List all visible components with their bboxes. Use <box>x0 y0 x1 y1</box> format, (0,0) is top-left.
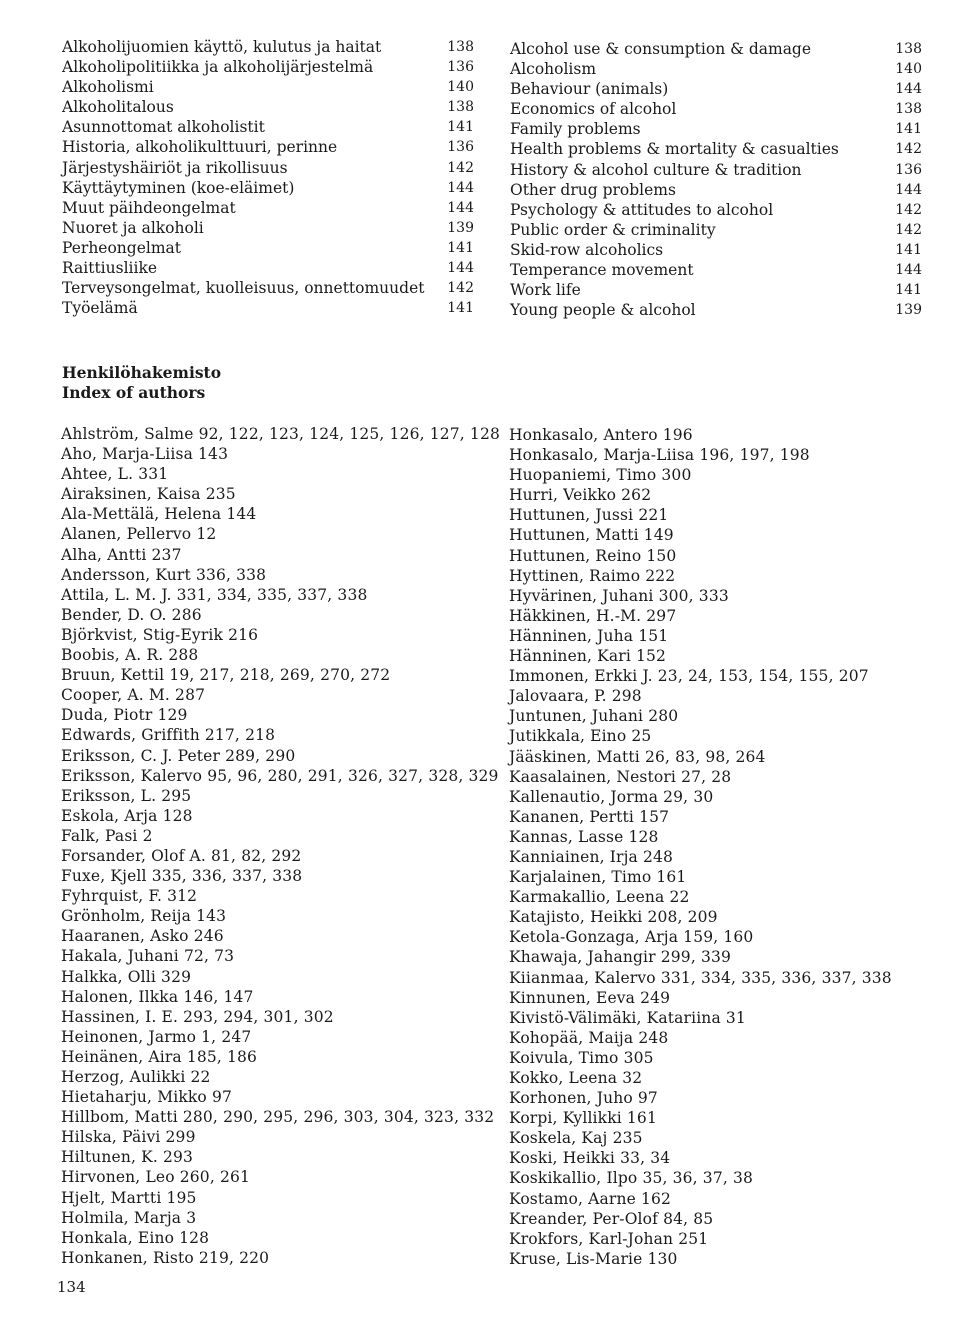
subject-term: Järjestyshäiriöt ja rikollisuus <box>62 158 288 177</box>
author-entry: Hillbom, Matti 280, 290, 295, 296, 303, 304, 323, 332 <box>61 1108 495 1127</box>
author-entry: Hyttinen, Raimo 222 <box>509 566 676 585</box>
author-index-column-right <box>509 425 949 1269</box>
subject-page-number: 139 <box>447 219 474 236</box>
subject-page-number: 140 <box>447 79 474 96</box>
subject-page-number: 138 <box>895 41 922 57</box>
author-entry: Eriksson, Kalervo 95, 96, 280, 291, 326, 327, 328, 329 <box>61 766 499 785</box>
subject-page-number: 141 <box>447 239 474 256</box>
subject-entry <box>62 258 474 278</box>
subject-page-number: 144 <box>447 260 474 277</box>
author-entry: Juntunen, Juhani 280 <box>509 707 679 726</box>
subject-entry <box>510 300 922 320</box>
subject-term: Other drug problems <box>510 180 676 199</box>
author-entry: Jääskinen, Matti 26, 83, 98, 264 <box>509 747 766 766</box>
subject-term: Health problems & mortality & casualties <box>510 140 839 159</box>
author-entry: Grönholm, Reija 143 <box>61 907 227 926</box>
subject-page-number: 142 <box>895 221 922 238</box>
subject-entry <box>62 238 474 258</box>
subject-entry <box>510 79 922 99</box>
author-entry: Huttunen, Matti 149 <box>509 526 674 545</box>
subject-page-number: 140 <box>895 61 922 78</box>
subject-term: Alcohol use & consumption & damage <box>510 40 812 58</box>
subject-entry <box>62 198 474 218</box>
author-entry: Khawaja, Jahangir 299, 339 <box>509 948 732 967</box>
subject-term: Economics of alcohol <box>510 100 677 119</box>
author-entry: Huopaniemi, Timo 300 <box>509 466 692 485</box>
author-entry: Cooper, A. M. 287 <box>61 686 206 705</box>
author-entry: Kaasalainen, Nestori 27, 28 <box>509 767 732 786</box>
author-entry: Ala-Mettälä, Helena 144 <box>61 505 257 524</box>
subject-page-number: 136 <box>895 161 922 178</box>
subject-term: Alkoholitalous <box>62 98 174 117</box>
subject-term: Historia, alkoholikulttuuri, perinne <box>62 138 338 157</box>
subject-page-number: 141 <box>447 300 474 317</box>
subject-page-number: 144 <box>447 179 474 196</box>
subject-entry <box>62 278 474 298</box>
author-entry: Honkasalo, Antero 196 <box>509 426 693 444</box>
author-entry: Immonen, Erkki J. 23, 24, 153, 154, 155, 207 <box>509 667 869 686</box>
author-entry: Andersson, Kurt 336, 338 <box>61 565 267 584</box>
subject-term: Muut päihdeongelmat <box>62 198 236 217</box>
author-entry: Alha, Antti 237 <box>61 545 182 564</box>
author-entry: Karjalainen, Timo 161 <box>509 868 687 887</box>
subject-entry <box>510 119 922 139</box>
author-index-column-left <box>61 424 501 1268</box>
author-entry: Hänninen, Juha 151 <box>509 626 669 645</box>
subject-term: Alkoholismi <box>62 78 154 97</box>
author-entry: Halkka, Olli 329 <box>61 967 192 986</box>
author-entry: Heinänen, Aira 185, 186 <box>61 1047 258 1066</box>
subject-term: Käyttäytyminen (koe-eläimet) <box>62 178 295 197</box>
author-entry: Björkvist, Stig-Eyrik 216 <box>61 625 259 644</box>
author-entry: Kohopää, Maija 248 <box>509 1028 669 1047</box>
subject-page-number: 138 <box>447 39 474 55</box>
author-entry: Kinnunen, Eeva 249 <box>509 988 671 1007</box>
authors-heading-english: Index of authors <box>62 383 206 402</box>
author-entry: Krokfors, Karl-Johan 251 <box>509 1229 709 1248</box>
author-entry: Fuxe, Kjell 335, 336, 337, 338 <box>61 867 303 886</box>
author-entry: Eriksson, C. J. Peter 289, 290 <box>61 746 296 765</box>
subject-term: Terveysongelmat, kuolleisuus, onnettomuudet <box>62 279 425 298</box>
author-entry: Kallenautio, Jorma 29, 30 <box>509 787 714 806</box>
subject-page-number: 141 <box>895 241 922 258</box>
subject-page-number: 136 <box>447 139 474 156</box>
author-entry: Heinonen, Jarmo 1, 247 <box>61 1027 252 1046</box>
subject-index-finnish <box>62 37 474 318</box>
subject-index-english <box>510 39 922 320</box>
author-entry: Kananen, Pertti 157 <box>509 807 670 826</box>
author-entry: Koski, Heikki 33, 34 <box>509 1149 671 1168</box>
subject-entry <box>62 178 474 198</box>
subject-page-number: 138 <box>447 99 474 116</box>
author-entry: Falk, Pasi 2 <box>61 826 153 845</box>
author-entry: Hilska, Päivi 299 <box>61 1128 196 1147</box>
author-entry: Duda, Piotr 129 <box>61 706 188 725</box>
author-entry: Koivula, Timo 305 <box>509 1048 654 1067</box>
author-entry: Hassinen, I. E. 293, 294, 301, 302 <box>61 1007 334 1026</box>
subject-term: Behaviour (animals) <box>510 80 669 99</box>
authors-heading-finnish: Henkilöhakemisto <box>62 363 222 382</box>
subject-term: Skid-row alcoholics <box>510 240 664 259</box>
subject-entry <box>62 218 474 238</box>
subject-term: Work life <box>510 281 581 300</box>
subject-term: Nuoret ja alkoholi <box>62 218 204 237</box>
author-entry: Edwards, Griffith 217, 218 <box>61 726 276 745</box>
author-entry: Honkanen, Risto 219, 220 <box>61 1248 270 1267</box>
author-entry: Koskela, Kaj 235 <box>509 1129 643 1148</box>
subject-term: History & alcohol culture & tradition <box>510 160 802 179</box>
author-entry: Hietaharju, Mikko 97 <box>61 1088 232 1107</box>
author-entry: Huttunen, Jussi 221 <box>509 506 669 525</box>
subject-term: Työelämä <box>62 299 138 318</box>
author-entry: Jalovaara, P. 298 <box>509 687 642 706</box>
author-entry: Kannas, Lasse 128 <box>509 827 659 846</box>
subject-entry <box>62 298 474 318</box>
author-entry: Alanen, Pellervo 12 <box>61 525 217 544</box>
author-entry: Kivistö-Välimäki, Katariina 31 <box>509 1008 746 1027</box>
author-entry: Hurri, Veikko 262 <box>509 486 652 505</box>
subject-entry <box>510 160 922 180</box>
subject-term: Psychology & attitudes to alcohol <box>510 200 774 219</box>
author-entry: Katajisto, Heikki 208, 209 <box>509 908 718 927</box>
subject-page-number: 144 <box>895 181 922 198</box>
subject-page-number: 138 <box>895 101 922 118</box>
author-entry: Jutikkala, Eino 25 <box>509 727 652 746</box>
author-entry: Honkasalo, Marja-Liisa 196, 197, 198 <box>509 446 810 465</box>
author-entry: Bender, D. O. 286 <box>61 605 202 624</box>
author-entry: Haaranen, Asko 246 <box>61 927 224 946</box>
author-entry: Forsander, Olof A. 81, 82, 292 <box>61 846 302 865</box>
author-entry: Ketola-Gonzaga, Arja 159, 160 <box>509 928 754 947</box>
subject-entry <box>510 220 922 240</box>
authors-heading <box>62 363 221 403</box>
subject-entry <box>62 137 474 157</box>
subject-entry <box>510 200 922 220</box>
subject-page-number: 142 <box>447 280 474 297</box>
subject-page-number: 142 <box>895 201 922 218</box>
author-entry: Eriksson, L. 295 <box>61 786 192 805</box>
subject-term: Alkoholipolitiikka ja alkoholijärjestelmä <box>62 58 374 77</box>
subject-term: Family problems <box>510 120 641 139</box>
subject-page-number: 144 <box>895 81 922 98</box>
subject-entry <box>510 280 922 300</box>
subject-entry <box>510 260 922 280</box>
author-entry: Airaksinen, Kaisa 235 <box>61 485 236 504</box>
author-entry: Aho, Marja-Liisa 143 <box>61 445 229 464</box>
subject-entry <box>510 180 922 200</box>
subject-term: Temperance movement <box>510 261 694 280</box>
subject-term: Alkoholijuomien käyttö, kulutus ja haitat <box>62 38 382 56</box>
author-entry: Hakala, Juhani 72, 73 <box>61 947 235 966</box>
author-entry: Herzog, Aulikki 22 <box>61 1068 211 1086</box>
subject-entry <box>62 37 474 57</box>
author-entry: Honkala, Eino 128 <box>61 1228 210 1247</box>
subject-entry <box>510 240 922 260</box>
author-entry: Kruse, Lis-Marie 130 <box>509 1249 678 1268</box>
author-entry: Hjelt, Martti 195 <box>61 1188 197 1207</box>
subject-term: Public order & criminality <box>510 220 716 239</box>
author-entry: Fyhrquist, F. 312 <box>61 887 198 906</box>
author-entry: Bruun, Kettil 19, 217, 218, 269, 270, 272 <box>61 666 391 685</box>
author-entry: Halonen, Ilkka 146, 147 <box>61 987 254 1006</box>
subject-page-number: 141 <box>447 119 474 136</box>
author-entry: Koskikallio, Ilpo 35, 36, 37, 38 <box>509 1169 754 1188</box>
subject-term: Perheongelmat <box>62 238 182 257</box>
author-entry: Kiianmaa, Kalervo 331, 334, 335, 336, 337, 338 <box>509 968 892 987</box>
subject-page-number: 142 <box>895 141 922 158</box>
subject-entry <box>62 117 474 137</box>
subject-entry <box>510 39 922 59</box>
subject-entry <box>510 99 922 119</box>
author-entry: Hänninen, Kari 152 <box>509 647 667 666</box>
author-entry: Holmila, Marja 3 <box>61 1208 197 1227</box>
author-entry: Ahtee, L. 331 <box>61 465 169 484</box>
author-entry: Hirvonen, Leo 260, 261 <box>61 1168 251 1187</box>
author-entry: Eskola, Arja 128 <box>61 806 193 825</box>
page-number: 134 <box>57 1278 86 1296</box>
author-entry: Attila, L. M. J. 331, 334, 335, 337, 338 <box>61 585 368 604</box>
author-entry: Korpi, Kyllikki 161 <box>509 1109 657 1128</box>
subject-entry <box>510 59 922 79</box>
subject-page-number: 141 <box>895 121 922 138</box>
subject-entry <box>62 158 474 178</box>
subject-term: Alcoholism <box>510 60 597 79</box>
subject-entry <box>510 139 922 159</box>
author-entry: Kostamo, Aarne 162 <box>509 1189 672 1208</box>
author-entry: Boobis, A. R. 288 <box>61 646 199 665</box>
subject-term: Raittiusliike <box>62 259 158 278</box>
author-entry: Kreander, Per-Olof 84, 85 <box>509 1209 714 1228</box>
subject-page-number: 144 <box>895 262 922 279</box>
author-entry: Hyvärinen, Juhani 300, 333 <box>509 586 729 605</box>
subject-page-number: 139 <box>895 302 922 319</box>
subject-page-number: 141 <box>895 282 922 299</box>
subject-term: Asunnottomat alkoholistit <box>62 118 265 137</box>
author-entry: Kanniainen, Irja 248 <box>509 847 674 866</box>
subject-entry <box>62 57 474 77</box>
subject-page-number: 144 <box>447 199 474 216</box>
subject-page-number: 142 <box>447 159 474 176</box>
author-entry: Huttunen, Reino 150 <box>509 546 677 565</box>
author-entry: Hiltunen, K. 293 <box>61 1148 194 1167</box>
author-entry: Kokko, Leena 32 <box>509 1069 643 1087</box>
author-entry: Karmakallio, Leena 22 <box>509 888 690 907</box>
subject-entry <box>62 97 474 117</box>
subject-term: Young people & alcohol <box>510 301 696 320</box>
subject-entry <box>62 77 474 97</box>
author-entry: Korhonen, Juho 97 <box>509 1089 658 1108</box>
author-entry: Häkkinen, H.-M. 297 <box>509 606 677 625</box>
subject-page-number: 136 <box>447 59 474 76</box>
author-entry: Ahlström, Salme 92, 122, 123, 124, 125, 126, 127, 128 <box>61 425 500 443</box>
